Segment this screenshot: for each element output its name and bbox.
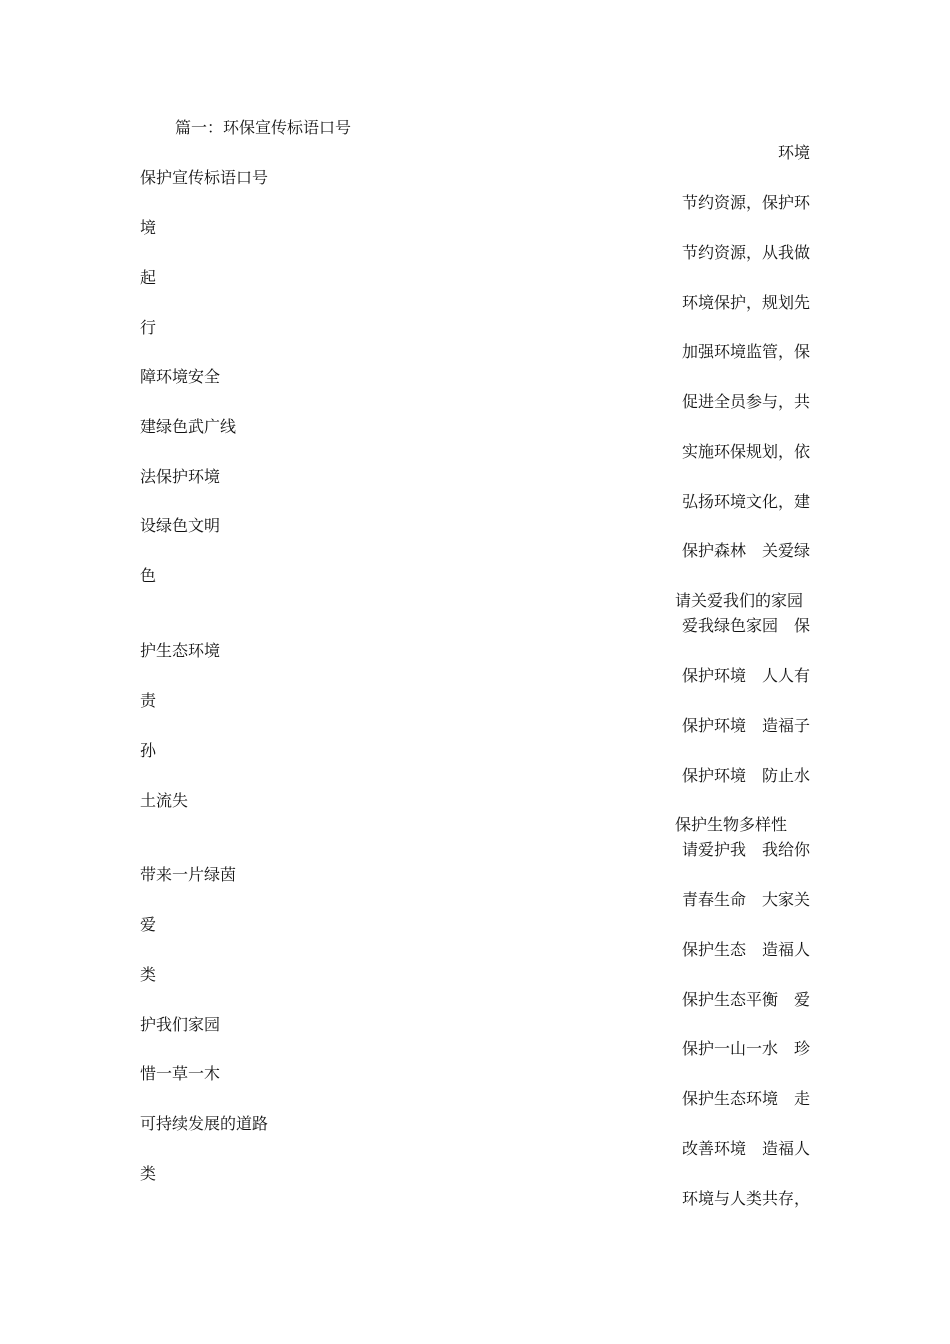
- right-line: 保护森林 关爱绿: [681, 541, 810, 560]
- right-line: 实施环保规划，依: [681, 442, 810, 461]
- left-line: 类: [140, 965, 157, 984]
- right-line: 保护生态环境 走: [681, 1089, 810, 1108]
- left-line: 爱: [140, 915, 157, 934]
- left-line: 色: [140, 566, 157, 585]
- right-line: 促进全员参与，共: [681, 392, 810, 411]
- left-line: 境: [140, 218, 157, 237]
- left-line: 障环境安全: [140, 367, 221, 386]
- right-line: 青春生命 大家关: [681, 890, 810, 909]
- document-title: 篇一：环保宣传标语口号: [175, 118, 352, 137]
- right-line: 保护环境 造福子: [681, 716, 810, 735]
- right-line: 环境保护，规划先: [681, 293, 810, 312]
- left-line: 设绿色文明: [140, 516, 221, 535]
- left-line: 起: [140, 268, 157, 287]
- left-line: 责: [140, 691, 157, 710]
- right-line: 爱我绿色家园 保: [681, 616, 810, 635]
- right-line: 保护一山一水 珍: [681, 1039, 810, 1058]
- left-line: 护生态环境: [140, 641, 221, 660]
- right-line: 节约资源，保护环: [681, 193, 810, 212]
- right-line: 保护生态平衡 爱: [681, 990, 810, 1009]
- right-line: 加强环境监管，保: [681, 342, 810, 361]
- right-line: 保护生态 造福人: [681, 940, 810, 959]
- right-line: 节约资源，从我做: [681, 243, 810, 262]
- right-line: 保护环境 防止水: [681, 766, 810, 785]
- left-line: 保护宣传标语口号: [140, 168, 269, 187]
- left-line: 建绿色武广线: [140, 417, 237, 436]
- left-line: 行: [140, 318, 157, 337]
- right-line: 请爱护我 我给你: [681, 840, 810, 859]
- left-line: 护我们家园: [140, 1015, 221, 1034]
- left-line: 孙: [140, 741, 157, 760]
- left-line: 可持续发展的道路: [140, 1114, 269, 1133]
- right-line: 改善环境 造福人: [681, 1139, 810, 1158]
- left-line: 惜一草一木: [140, 1064, 221, 1083]
- left-line: 法保护环境: [140, 467, 221, 486]
- left-line: 带来一片绿茵: [140, 865, 237, 884]
- right-line: 保护生物多样性: [675, 815, 788, 834]
- right-line: 弘扬环境文化，建: [681, 492, 810, 511]
- left-line: 土流失: [140, 791, 189, 810]
- right-line: 保护环境 人人有: [681, 666, 810, 685]
- right-line: 环境: [777, 143, 810, 162]
- right-line: 请关爱我们的家园: [675, 591, 804, 610]
- right-line: 环境与人类共存，: [681, 1189, 810, 1208]
- left-line: 类: [140, 1164, 157, 1183]
